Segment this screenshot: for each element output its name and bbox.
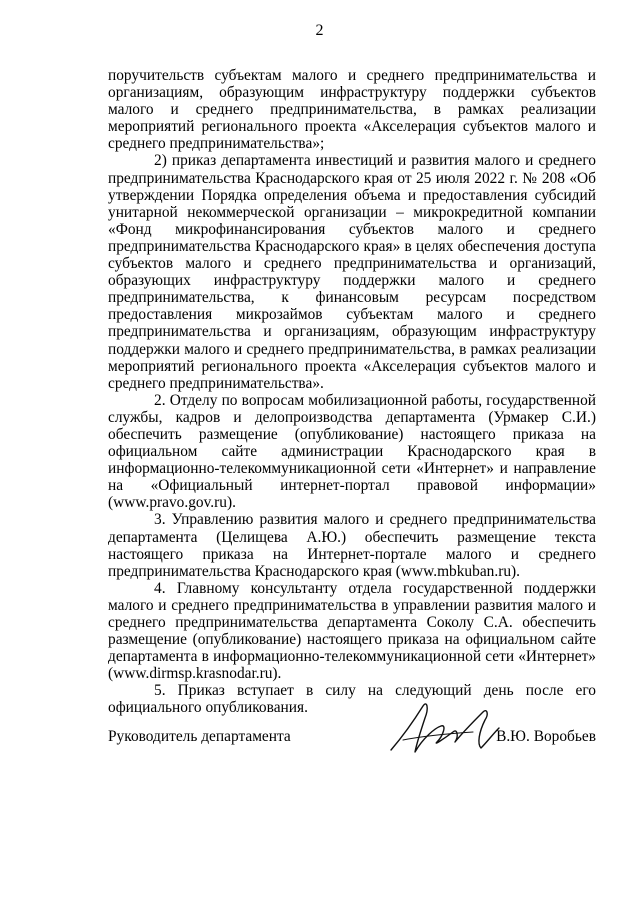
- signatory-name: В.Ю. Воробьев: [496, 728, 596, 745]
- signatory-title: Руководитель департамента: [108, 728, 291, 745]
- signature-block: [108, 728, 596, 768]
- paragraph-clause-5: 5. Приказ вступает в силу на следующий день после его официального опубликования.: [108, 682, 596, 717]
- page-number: 2: [315, 22, 324, 39]
- paragraph-clause-2: 2. Отделу по вопросам мобилизационной работы, государственной службы, кадров и делопроизводства департамента (Урмакер С.И.) обеспечить размещение (опубликование) настоящего приказа на официальном сайте администрации Краснодарского края в информационно-телекоммуникационной сети «Интернет» и направление на «Официальный интернет-портал правовой информации» (www.pravo.gov.ru).: [108, 391, 596, 512]
- paragraph-continuation: поручительств субъектам малого и среднего предпринимательства и организациям, образующим инфраструктуру поддержки субъектов малого и среднего предпринимательства, в рамках реализации мероприятий регионального проекта «Акселерация субъектов малого и среднего предпринимательства»;: [108, 67, 596, 153]
- handwritten-signature: [383, 692, 503, 762]
- paragraph-item-2-order: 2) приказ департамента инвестиций и развития малого и среднего предпринимательства Краснодарского края от 25 июля 2022 г. № 208 «Об утверждении Порядка определения объема и предоставления субсидий унитарной некоммерческой организации – микрокредитной компании «Фонд микрофинансирования субъектов малого и среднего предпринимательства Краснодарского края» в целях обеспечения доступа субъектов малого и среднего предпринимательства и организаций, образующих инфраструктуру поддержки малого и среднего предпринимательства, к финансовым ресурсам посредством предоставления микрозаймов субъектам малого и среднего предпринимательства и организациям, образующим инфраструктуру поддержки малого и среднего предпринимательства, в рамках реализации мероприятий регионального проекта «Акселерация субъектов малого и среднего предпринимательства».: [108, 152, 596, 392]
- paragraph-clause-3: 3. Управлению развития малого и среднего предпринимательства департамента (Целищева А.Ю.) обеспечить размещение текста настоящего приказа на Интернет-портале малого и среднего предпринимательства Краснодарского края (www.mbkuban.ru).: [108, 511, 596, 580]
- paragraph-clause-4: 4. Главному консультанту отдела государственной поддержки малого и среднего предпринимательства в управлении развития малого и среднего предпринимательства департамента Соколу С.А. обеспечить размещение (опубликование) настоящего приказа на официальном сайте департамента в информационно-телекоммуникационной сети «Интернет» (www.dirmsp.krasnodar.ru).: [108, 579, 596, 683]
- document-body: [108, 67, 596, 717]
